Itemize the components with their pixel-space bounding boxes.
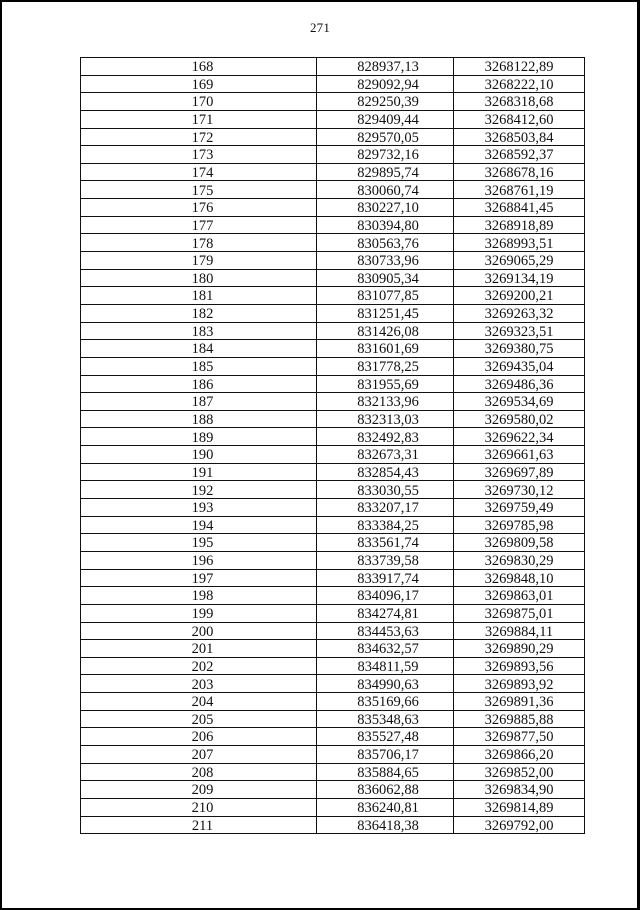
- x-coordinate-cell: 835169,66: [317, 693, 454, 711]
- x-coordinate-cell: 830060,74: [317, 181, 454, 199]
- x-coordinate-cell: 835527,48: [317, 728, 454, 746]
- y-coordinate-cell: 3269877,50: [454, 728, 585, 746]
- point-number-cell: 180: [81, 269, 317, 287]
- x-coordinate-cell: 834990,63: [317, 675, 454, 693]
- table-row: [81, 340, 585, 358]
- x-coordinate-cell: 829895,74: [317, 163, 454, 181]
- y-coordinate-cell: 3269852,00: [454, 763, 585, 781]
- table-row: [81, 269, 585, 287]
- point-number-cell: 209: [81, 781, 317, 799]
- x-coordinate-cell: 829092,94: [317, 75, 454, 93]
- point-number-cell: 173: [81, 146, 317, 164]
- point-number-cell: 203: [81, 675, 317, 693]
- x-coordinate-cell: 832854,43: [317, 463, 454, 481]
- table-row: [81, 693, 585, 711]
- y-coordinate-cell: 3269534,69: [454, 393, 585, 411]
- x-coordinate-cell: 830905,34: [317, 269, 454, 287]
- point-number-cell: 168: [81, 58, 317, 76]
- y-coordinate-cell: 3268318,68: [454, 93, 585, 111]
- coordinates-table: [80, 57, 585, 834]
- table-row: [81, 428, 585, 446]
- x-coordinate-cell: 835884,65: [317, 763, 454, 781]
- y-coordinate-cell: 3269885,88: [454, 710, 585, 728]
- point-number-cell: 171: [81, 110, 317, 128]
- table-row: [81, 675, 585, 693]
- point-number-cell: 178: [81, 234, 317, 252]
- table-row: [81, 93, 585, 111]
- point-number-cell: 183: [81, 322, 317, 340]
- point-number-cell: 211: [81, 816, 317, 834]
- point-number-cell: 190: [81, 446, 317, 464]
- y-coordinate-cell: 3269661,63: [454, 446, 585, 464]
- y-coordinate-cell: 3269884,11: [454, 622, 585, 640]
- x-coordinate-cell: 829570,05: [317, 128, 454, 146]
- x-coordinate-cell: 831955,69: [317, 375, 454, 393]
- point-number-cell: 185: [81, 357, 317, 375]
- x-coordinate-cell: 829732,16: [317, 146, 454, 164]
- y-coordinate-cell: 3269759,49: [454, 499, 585, 517]
- point-number-cell: 193: [81, 499, 317, 517]
- point-number-cell: 207: [81, 745, 317, 763]
- y-coordinate-cell: 3269891,36: [454, 693, 585, 711]
- point-number-cell: 170: [81, 93, 317, 111]
- point-number-cell: 186: [81, 375, 317, 393]
- coordinates-table-body: [81, 58, 585, 834]
- x-coordinate-cell: 834274,81: [317, 604, 454, 622]
- x-coordinate-cell: 836062,88: [317, 781, 454, 799]
- table-row: [81, 728, 585, 746]
- table-row: [81, 357, 585, 375]
- x-coordinate-cell: 834632,57: [317, 640, 454, 658]
- y-coordinate-cell: 3269380,75: [454, 340, 585, 358]
- point-number-cell: 177: [81, 216, 317, 234]
- y-coordinate-cell: 3268412,60: [454, 110, 585, 128]
- x-coordinate-cell: 834453,63: [317, 622, 454, 640]
- x-coordinate-cell: 829409,44: [317, 110, 454, 128]
- table-row: [81, 587, 585, 605]
- x-coordinate-cell: 833739,58: [317, 551, 454, 569]
- table-row: [81, 781, 585, 799]
- y-coordinate-cell: 3269814,89: [454, 798, 585, 816]
- table-row: [81, 622, 585, 640]
- x-coordinate-cell: 833207,17: [317, 499, 454, 517]
- y-coordinate-cell: 3269785,98: [454, 516, 585, 534]
- y-coordinate-cell: 3269848,10: [454, 569, 585, 587]
- x-coordinate-cell: 832133,96: [317, 393, 454, 411]
- point-number-cell: 206: [81, 728, 317, 746]
- y-coordinate-cell: 3268918,89: [454, 216, 585, 234]
- point-number-cell: 195: [81, 534, 317, 552]
- x-coordinate-cell: 832492,83: [317, 428, 454, 446]
- y-coordinate-cell: 3269863,01: [454, 587, 585, 605]
- table-row: [81, 640, 585, 658]
- table-row: [81, 798, 585, 816]
- x-coordinate-cell: 835348,63: [317, 710, 454, 728]
- table-row: [81, 75, 585, 93]
- point-number-cell: 176: [81, 199, 317, 217]
- x-coordinate-cell: 836418,38: [317, 816, 454, 834]
- table-row: [81, 534, 585, 552]
- y-coordinate-cell: 3269792,00: [454, 816, 585, 834]
- table-row: [81, 163, 585, 181]
- y-coordinate-cell: 3268761,19: [454, 181, 585, 199]
- y-coordinate-cell: 3269065,29: [454, 252, 585, 270]
- x-coordinate-cell: 834096,17: [317, 587, 454, 605]
- y-coordinate-cell: 3268222,10: [454, 75, 585, 93]
- y-coordinate-cell: 3268503,84: [454, 128, 585, 146]
- point-number-cell: 194: [81, 516, 317, 534]
- point-number-cell: 175: [81, 181, 317, 199]
- point-number-cell: 202: [81, 657, 317, 675]
- y-coordinate-cell: 3269893,92: [454, 675, 585, 693]
- table-row: [81, 322, 585, 340]
- table-row: [81, 58, 585, 76]
- y-coordinate-cell: 3269730,12: [454, 481, 585, 499]
- table-row: [81, 446, 585, 464]
- x-coordinate-cell: 834811,59: [317, 657, 454, 675]
- x-coordinate-cell: 828937,13: [317, 58, 454, 76]
- page-number: 271: [309, 20, 331, 35]
- point-number-cell: 210: [81, 798, 317, 816]
- point-number-cell: 208: [81, 763, 317, 781]
- y-coordinate-cell: 3268993,51: [454, 234, 585, 252]
- table-row: [81, 146, 585, 164]
- table-row: [81, 745, 585, 763]
- y-coordinate-cell: 3269890,29: [454, 640, 585, 658]
- table-row: [81, 481, 585, 499]
- table-row: [81, 657, 585, 675]
- y-coordinate-cell: 3269200,21: [454, 287, 585, 305]
- x-coordinate-cell: 832673,31: [317, 446, 454, 464]
- y-coordinate-cell: 3269263,32: [454, 304, 585, 322]
- y-coordinate-cell: 3269323,51: [454, 322, 585, 340]
- x-coordinate-cell: 835706,17: [317, 745, 454, 763]
- point-number-cell: 174: [81, 163, 317, 181]
- table-row: [81, 252, 585, 270]
- y-coordinate-cell: 3269875,01: [454, 604, 585, 622]
- y-coordinate-cell: 3269809,58: [454, 534, 585, 552]
- table-row: [81, 199, 585, 217]
- x-coordinate-cell: 833917,74: [317, 569, 454, 587]
- y-coordinate-cell: 3268841,45: [454, 199, 585, 217]
- x-coordinate-cell: 831778,25: [317, 357, 454, 375]
- y-coordinate-cell: 3269486,36: [454, 375, 585, 393]
- table-row: [81, 569, 585, 587]
- x-coordinate-cell: 832313,03: [317, 410, 454, 428]
- x-coordinate-cell: 836240,81: [317, 798, 454, 816]
- point-number-cell: 198: [81, 587, 317, 605]
- x-coordinate-cell: 831077,85: [317, 287, 454, 305]
- scan-border-left: [0, 0, 2, 910]
- table-row: [81, 710, 585, 728]
- table-row: [81, 816, 585, 834]
- scan-border-top: [0, 0, 640, 2]
- x-coordinate-cell: 830733,96: [317, 252, 454, 270]
- y-coordinate-cell: 3268592,37: [454, 146, 585, 164]
- y-coordinate-cell: 3269834,90: [454, 781, 585, 799]
- point-number-cell: 192: [81, 481, 317, 499]
- x-coordinate-cell: 830227,10: [317, 199, 454, 217]
- table-row: [81, 463, 585, 481]
- table-row: [81, 234, 585, 252]
- table-row: [81, 604, 585, 622]
- point-number-cell: 204: [81, 693, 317, 711]
- point-number-cell: 182: [81, 304, 317, 322]
- x-coordinate-cell: 831251,45: [317, 304, 454, 322]
- x-coordinate-cell: 830563,76: [317, 234, 454, 252]
- table-row: [81, 763, 585, 781]
- y-coordinate-cell: 3268122,89: [454, 58, 585, 76]
- point-number-cell: 187: [81, 393, 317, 411]
- table-row: [81, 551, 585, 569]
- table-row: [81, 516, 585, 534]
- y-coordinate-cell: 3269830,29: [454, 551, 585, 569]
- y-coordinate-cell: 3269435,04: [454, 357, 585, 375]
- y-coordinate-cell: 3269622,34: [454, 428, 585, 446]
- point-number-cell: 181: [81, 287, 317, 305]
- point-number-cell: 205: [81, 710, 317, 728]
- point-number-cell: 172: [81, 128, 317, 146]
- table-row: [81, 287, 585, 305]
- x-coordinate-cell: 831426,08: [317, 322, 454, 340]
- table-row: [81, 499, 585, 517]
- point-number-cell: 199: [81, 604, 317, 622]
- y-coordinate-cell: 3268678,16: [454, 163, 585, 181]
- y-coordinate-cell: 3269893,56: [454, 657, 585, 675]
- y-coordinate-cell: 3269866,20: [454, 745, 585, 763]
- x-coordinate-cell: 829250,39: [317, 93, 454, 111]
- table-row: [81, 181, 585, 199]
- table-row: [81, 110, 585, 128]
- x-coordinate-cell: 833030,55: [317, 481, 454, 499]
- x-coordinate-cell: 833384,25: [317, 516, 454, 534]
- y-coordinate-cell: 3269697,89: [454, 463, 585, 481]
- y-coordinate-cell: 3269580,02: [454, 410, 585, 428]
- table-row: [81, 410, 585, 428]
- point-number-cell: 191: [81, 463, 317, 481]
- point-number-cell: 197: [81, 569, 317, 587]
- x-coordinate-cell: 833561,74: [317, 534, 454, 552]
- table-row: [81, 375, 585, 393]
- table-row: [81, 393, 585, 411]
- point-number-cell: 184: [81, 340, 317, 358]
- table-row: [81, 128, 585, 146]
- point-number-cell: 188: [81, 410, 317, 428]
- point-number-cell: 200: [81, 622, 317, 640]
- point-number-cell: 196: [81, 551, 317, 569]
- point-number-cell: 201: [81, 640, 317, 658]
- y-coordinate-cell: 3269134,19: [454, 269, 585, 287]
- x-coordinate-cell: 830394,80: [317, 216, 454, 234]
- point-number-cell: 189: [81, 428, 317, 446]
- table-row: [81, 304, 585, 322]
- point-number-cell: 179: [81, 252, 317, 270]
- x-coordinate-cell: 831601,69: [317, 340, 454, 358]
- point-number-cell: 169: [81, 75, 317, 93]
- table-row: [81, 216, 585, 234]
